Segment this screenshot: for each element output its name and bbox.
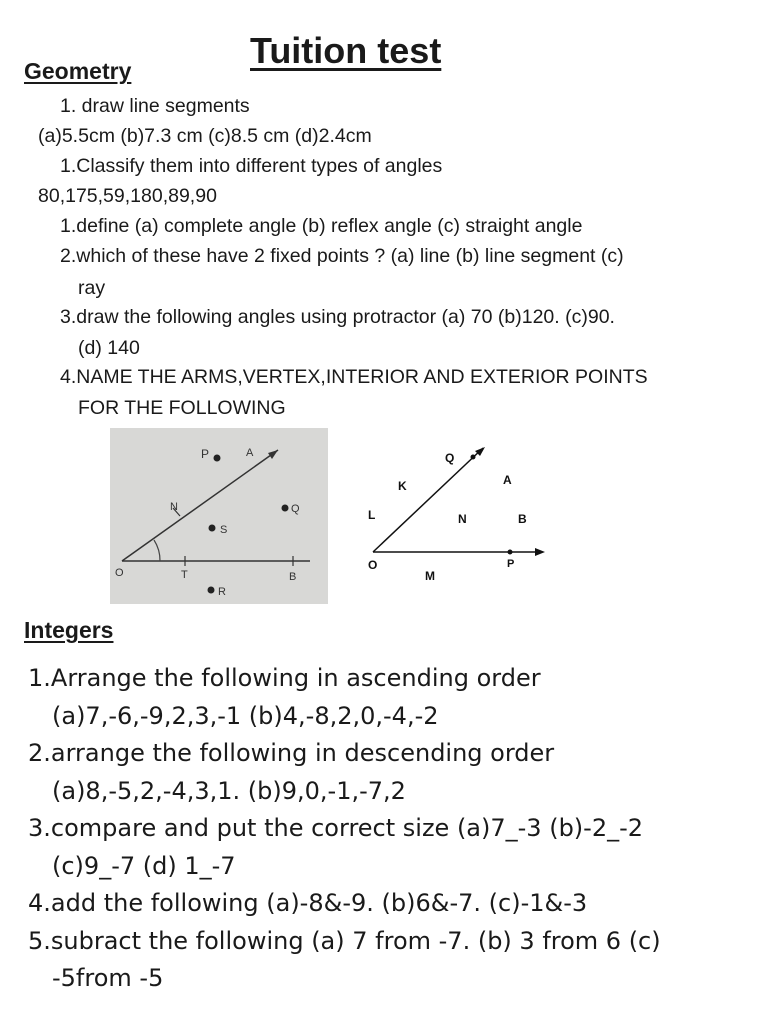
fig1-label: R bbox=[218, 586, 226, 598]
integers-question: 4.add the following (a)-8&-9. (b)6&-7. (c)-1&-3 bbox=[28, 889, 588, 917]
geometry-question: 1.Classify them into different types of angles bbox=[60, 155, 443, 177]
geometry-question: FOR THE FOLLOWING bbox=[78, 397, 286, 419]
fig1-label: A bbox=[246, 447, 254, 459]
arm-oa bbox=[122, 450, 278, 561]
fig1-label: O bbox=[115, 567, 124, 579]
point-q bbox=[282, 505, 289, 512]
arrow-head bbox=[268, 450, 278, 459]
fig2-label: A bbox=[503, 473, 512, 487]
geometry-question: 1. draw line segments bbox=[60, 95, 250, 117]
geometry-heading: Geometry bbox=[24, 58, 132, 84]
geometry-question: (a)5.5cm (b)7.3 cm (c)8.5 cm (d)2.4cm bbox=[38, 125, 372, 147]
fig1-label: S bbox=[220, 524, 228, 536]
point-p bbox=[508, 550, 513, 555]
integers-question: 5.subract the following (a) 7 from -7. (b) 3 from 6 (c) bbox=[28, 927, 661, 955]
integers-question: 3.compare and put the correct size (a)7_-3 (b)-2_-2 bbox=[28, 814, 644, 842]
fig1-label: Q bbox=[291, 503, 300, 515]
fig2-label: L bbox=[368, 508, 376, 522]
fig2-label: K bbox=[398, 479, 407, 493]
geometry-question: ray bbox=[78, 277, 106, 299]
point-q bbox=[471, 455, 476, 460]
fig2-label: O bbox=[368, 558, 378, 572]
integers-heading: Integers bbox=[24, 617, 114, 643]
angle-arc bbox=[154, 540, 160, 561]
integers-question: (a)7,-6,-9,2,3,-1 (b)4,-8,2,0,-4,-2 bbox=[52, 702, 439, 730]
fig1-label: T bbox=[181, 569, 188, 581]
fig1-label: B bbox=[289, 571, 297, 583]
fig2-label: P bbox=[507, 558, 515, 570]
arm-oq bbox=[373, 448, 483, 552]
geometry-question: 4.NAME THE ARMS,VERTEX,INTERIOR AND EXTERIOR POINTS bbox=[60, 366, 648, 388]
integers-question: 2.arrange the following in descending order bbox=[28, 739, 555, 767]
integers-question: 1.Arrange the following in ascending order bbox=[28, 664, 541, 692]
integers-question: (c)9_-7 (d) 1_-7 bbox=[52, 852, 236, 880]
fig2-label: Q bbox=[445, 451, 455, 465]
fig1-label: N bbox=[170, 501, 178, 513]
geometry-question: 1.define (a) complete angle (b) reflex angle (c) straight angle bbox=[60, 215, 583, 237]
geometry-question: 2.which of these have 2 fixed points ? (a) line (b) line segment (c) bbox=[60, 245, 624, 267]
fig2-label: M bbox=[425, 569, 435, 583]
page-title: Tuition test bbox=[250, 30, 442, 71]
point-r bbox=[208, 587, 215, 594]
integers-question: (a)8,-5,2,-4,3,1. (b)9,0,-1,-7,2 bbox=[52, 777, 406, 805]
integers-question: -5from -5 bbox=[52, 964, 164, 992]
fig1-label: P bbox=[201, 447, 210, 461]
arrow-head bbox=[535, 548, 545, 556]
geometry-question: (d) 140 bbox=[78, 337, 140, 359]
geometry-question: 80,175,59,180,89,90 bbox=[38, 185, 217, 207]
point-s bbox=[209, 525, 216, 532]
fig2-label: N bbox=[458, 512, 467, 526]
geometry-question: 3.draw the following angles using protractor (a) 70 (b)120. (c)90. bbox=[60, 306, 615, 328]
angle-figure-1 bbox=[110, 428, 328, 604]
point-p bbox=[214, 455, 221, 462]
fig2-label: B bbox=[518, 512, 527, 526]
angle-figure-2 bbox=[355, 440, 555, 590]
